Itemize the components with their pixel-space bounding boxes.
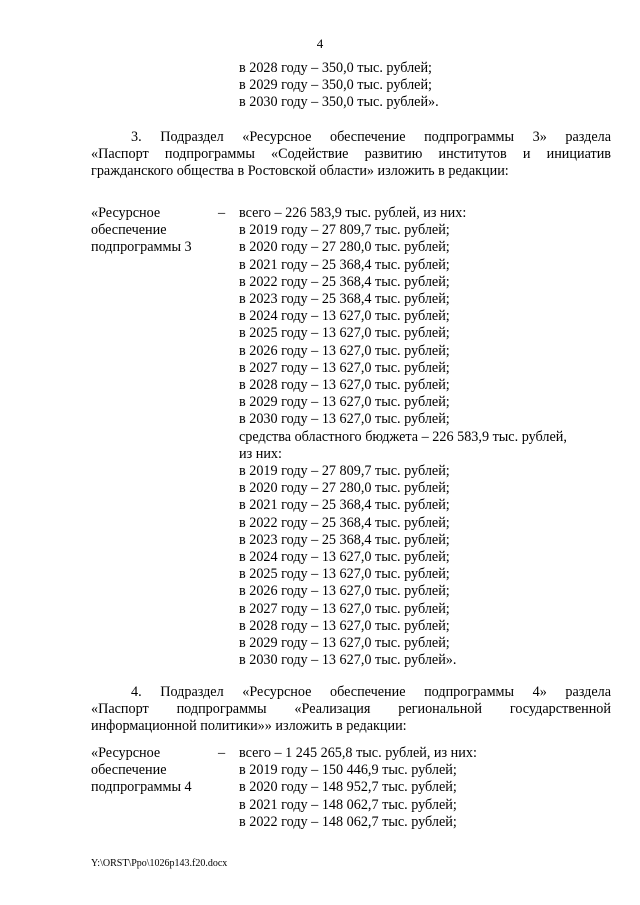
label-line: «Ресурсное — [91, 205, 161, 221]
value-line: в 2030 году – 13 627,0 тыс. рублей; — [239, 411, 450, 428]
item3-values — [239, 205, 567, 669]
page-number: 4 — [316, 36, 324, 51]
item4-values — [239, 745, 477, 831]
value-line: в 2030 году – 13 627,0 тыс. рублей». — [239, 652, 457, 669]
label-line: подпрограммы 4 — [91, 779, 192, 796]
value-line: всего – 1 245 265,8 тыс. рублей, из них: — [239, 745, 477, 761]
paragraph-line: гражданского общества в Ростовской области» изложить в редакции: — [91, 163, 509, 180]
top-continuation — [239, 60, 439, 112]
value-line: в 2027 году – 13 627,0 тыс. рублей; — [239, 359, 450, 376]
paragraph-line: информационной политики»» изложить в редакции: — [91, 718, 407, 735]
value-line: из них: — [239, 445, 282, 462]
paragraph-line: «Паспорт подпрограммы «Содействие развитию институтов и инициатив — [91, 146, 611, 163]
value-line: в 2020 году – 148 952,7 тыс. рублей; — [239, 779, 457, 796]
text-line: в 2028 году – 350,0 тыс. рублей; — [239, 60, 432, 76]
item3-label — [91, 205, 192, 257]
file-path-footer: Y:\ORST\Ppo\1026p143.f20.docx — [91, 858, 228, 869]
item4-label — [91, 745, 192, 797]
value-line: в 2021 году – 148 062,7 тыс. рублей; — [239, 796, 457, 813]
value-line: средства областного бюджета – 226 583,9 тыс. рублей, — [239, 428, 567, 445]
value-line: в 2024 году – 13 627,0 тыс. рублей; — [239, 308, 450, 325]
paragraph-line: 3. Подраздел «Ресурсное обеспечение подпрограммы 3» раздела — [131, 129, 611, 145]
value-line: в 2022 году – 25 368,4 тыс. рублей; — [239, 514, 450, 531]
value-line: в 2023 году – 25 368,4 тыс. рублей; — [239, 531, 450, 548]
text-line: в 2030 году – 350,0 тыс. рублей». — [239, 94, 439, 111]
label-line: обеспечение — [91, 222, 167, 239]
value-line: в 2025 году – 13 627,0 тыс. рублей; — [239, 566, 450, 583]
value-line: в 2028 году – 13 627,0 тыс. рублей; — [239, 377, 450, 394]
label-line: «Ресурсное — [91, 745, 161, 761]
value-line: в 2026 году – 13 627,0 тыс. рублей; — [239, 583, 450, 600]
item3-dash: – — [218, 205, 226, 221]
paragraph-line: «Паспорт подпрограммы «Реализация региональной государственной — [91, 701, 611, 718]
value-line: в 2020 году – 27 280,0 тыс. рублей; — [239, 480, 450, 497]
item3-paragraph — [91, 129, 611, 181]
item4-dash: – — [218, 745, 226, 761]
value-line: в 2029 году – 13 627,0 тыс. рублей; — [239, 635, 450, 652]
value-line: в 2021 году – 25 368,4 тыс. рублей; — [239, 256, 450, 273]
value-line: в 2024 году – 13 627,0 тыс. рублей; — [239, 549, 450, 566]
value-line: в 2021 году – 25 368,4 тыс. рублей; — [239, 497, 450, 514]
label-line: обеспечение — [91, 762, 167, 779]
text-line: в 2029 году – 350,0 тыс. рублей; — [239, 77, 432, 94]
item4-paragraph — [91, 684, 611, 736]
value-line: в 2027 году – 13 627,0 тыс. рублей; — [239, 600, 450, 617]
value-line: в 2019 году – 27 809,7 тыс. рублей; — [239, 463, 450, 480]
value-line: в 2023 году – 25 368,4 тыс. рублей; — [239, 291, 450, 308]
value-line: в 2020 году – 27 280,0 тыс. рублей; — [239, 239, 450, 256]
paragraph-line: 4. Подраздел «Ресурсное обеспечение подпрограммы 4» раздела — [131, 684, 611, 700]
value-line: в 2019 году – 27 809,7 тыс. рублей; — [239, 222, 450, 239]
value-line: в 2029 году – 13 627,0 тыс. рублей; — [239, 394, 450, 411]
value-line: в 2022 году – 25 368,4 тыс. рублей; — [239, 273, 450, 290]
value-line: всего – 226 583,9 тыс. рублей, из них: — [239, 205, 467, 221]
value-line: в 2026 году – 13 627,0 тыс. рублей; — [239, 342, 450, 359]
label-line: подпрограммы 3 — [91, 239, 192, 256]
value-line: в 2025 году – 13 627,0 тыс. рублей; — [239, 325, 450, 342]
value-line: в 2019 году – 150 446,9 тыс. рублей; — [239, 762, 457, 779]
value-line: в 2022 году – 148 062,7 тыс. рублей; — [239, 813, 457, 830]
value-line: в 2028 году – 13 627,0 тыс. рублей; — [239, 617, 450, 634]
